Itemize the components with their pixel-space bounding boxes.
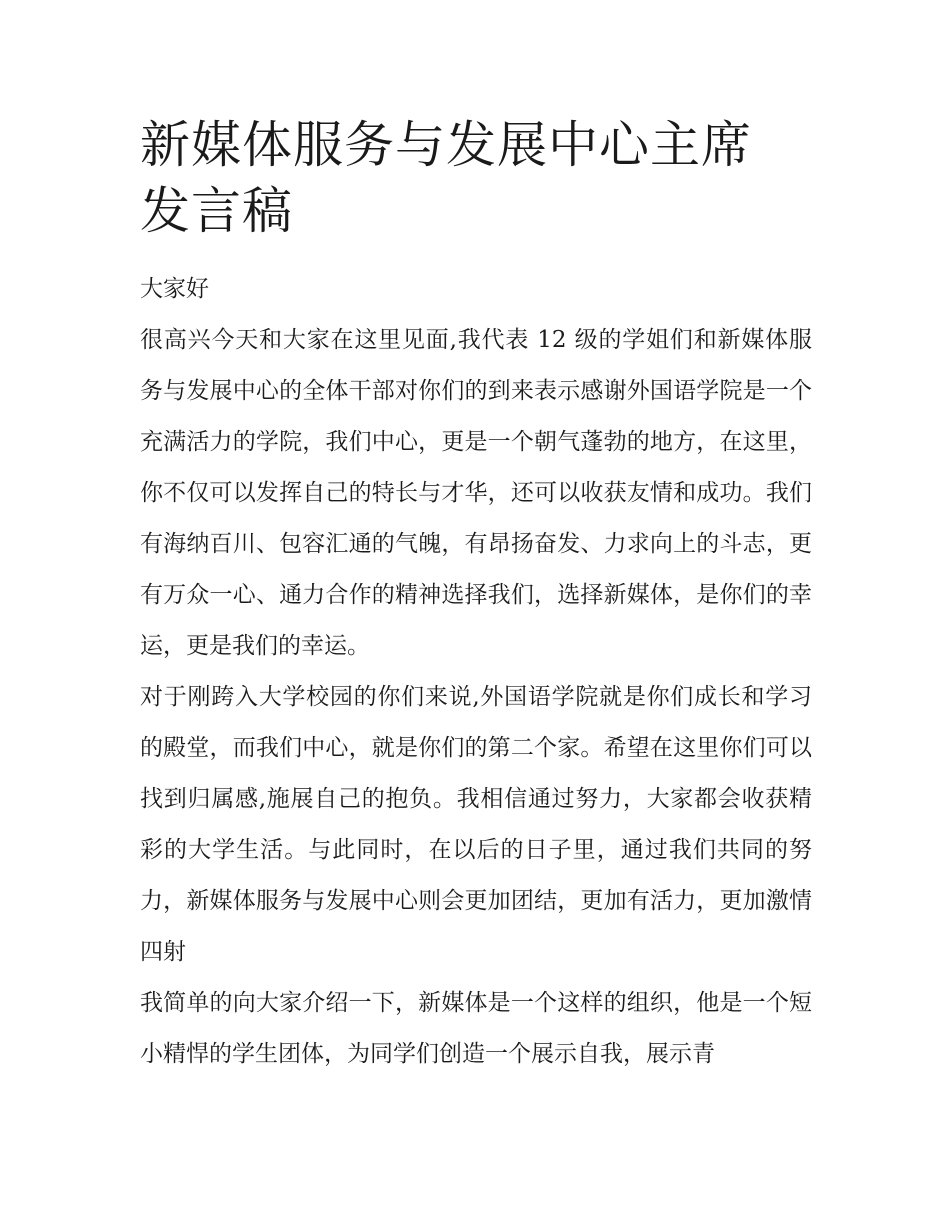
document-title: 新媒体服务与发展中心主席发言稿	[140, 116, 752, 240]
document-content	[140, 112, 812, 1080]
paragraph-welcome: 很高兴今天和大家在这里见面,我代表 12 级的学姐们和新媒体服务与发展中心的全体干部对你们的到来表示感谢外国语学院是一个充满活力的学院，我们中心，更是一个朝气蓬勃的地方，在这里，你不仅可以发挥自己的特长与才华，还可以收获友情和成功。我们有海纳百川、包容汇通的气魄，有昂扬奋发、力求向上的斗志，更有万众一心、通力合作的精神选择我们，选择新媒体，是你们的幸运，更是我们的幸运。	[140, 327, 812, 659]
paragraph-home: 对于刚跨入大学校园的你们来说,外国语学院就是你们成长和学习的殿堂，而我们中心，就是你们的第二个家。希望在这里你们可以找到归属感,施展自己的抱负。我相信通过努力，大家都会收获精彩的大学生活。与此同时，在以后的日子里，通过我们共同的努力，新媒体服务与发展中心则会更加团结，更加有活力，更加激情四射	[140, 684, 812, 965]
paragraph-greeting: 大家好	[140, 276, 209, 302]
document-body	[140, 264, 812, 1080]
paragraph-introduction: 我简单的向大家介绍一下，新媒体是一个这样的组织，他是一个短小精悍的学生团体，为同学们创造一个展示自我，展示青	[140, 990, 812, 1067]
